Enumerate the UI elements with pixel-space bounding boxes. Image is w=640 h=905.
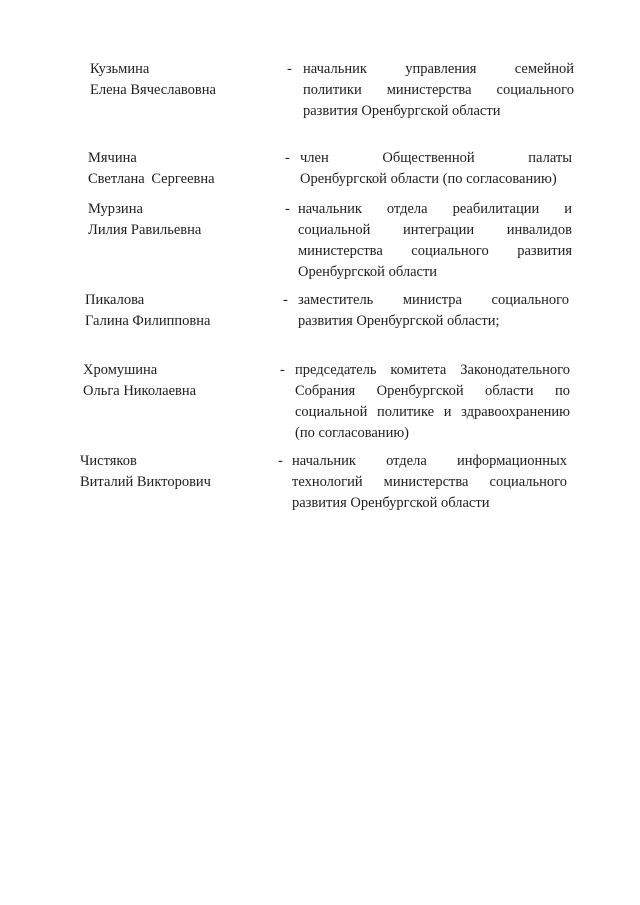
member-given-names: Виталий Викторович — [80, 474, 211, 490]
member-name — [90, 59, 270, 101]
member-given-names: Елена Вячеславовна — [90, 82, 216, 98]
member-name — [80, 451, 260, 493]
member-surname: Мячина — [88, 150, 137, 166]
position-line: председатель комитета Законодательного — [295, 362, 570, 378]
member-surname: Хромушина — [83, 362, 158, 378]
position-line: социальной интеграции инвалидов — [298, 222, 572, 238]
member-surname: Чистяков — [80, 453, 137, 469]
position-line: Собрания Оренбургской области по — [295, 383, 570, 399]
position-line: начальник отдела реабилитации и — [298, 201, 572, 217]
member-given-names: Светлана Сергеевна — [88, 171, 215, 187]
dash-separator: - — [283, 292, 288, 308]
member-given-names: Галина Филипповна — [85, 313, 211, 329]
member-name — [83, 360, 263, 402]
position-line: заместитель министра социального — [298, 292, 569, 308]
member-given-names: Лилия Равильевна — [88, 222, 202, 238]
dash-separator: - — [280, 362, 285, 378]
member-surname: Пикалова — [85, 292, 145, 308]
member-position — [298, 199, 572, 283]
member-name — [88, 199, 268, 241]
position-line: развития Оренбургской области; — [298, 313, 500, 329]
member-position — [300, 148, 572, 190]
dash-separator: - — [287, 61, 292, 77]
member-position — [303, 59, 574, 122]
member-surname: Кузьмина — [90, 61, 150, 77]
position-line: член Общественной палаты — [300, 150, 572, 166]
position-line: начальник управления семейной — [303, 61, 574, 77]
member-surname: Мурзина — [88, 201, 143, 217]
member-name — [85, 290, 265, 332]
position-line: социальной политике и здравоохранению — [295, 404, 570, 420]
member-position — [292, 451, 567, 514]
position-line: начальник отдела информационных — [292, 453, 567, 469]
member-position — [295, 360, 570, 444]
member-given-names: Ольга Николаевна — [83, 383, 197, 399]
position-line: технологий министерства социального — [292, 474, 567, 490]
position-line: Оренбургской области (по согласованию) — [300, 171, 557, 187]
position-line: Оренбургской области — [298, 264, 438, 280]
position-line: министерства социального развития — [298, 243, 572, 259]
dash-separator: - — [285, 201, 290, 217]
member-name — [88, 148, 268, 190]
position-line: (по согласованию) — [295, 425, 409, 441]
member-position — [298, 290, 569, 332]
position-line: развития Оренбургской области — [303, 103, 501, 119]
position-line: политики министерства социального — [303, 82, 574, 98]
dash-separator: - — [278, 453, 283, 469]
dash-separator: - — [285, 150, 290, 166]
position-line: развития Оренбургской области — [292, 495, 490, 511]
